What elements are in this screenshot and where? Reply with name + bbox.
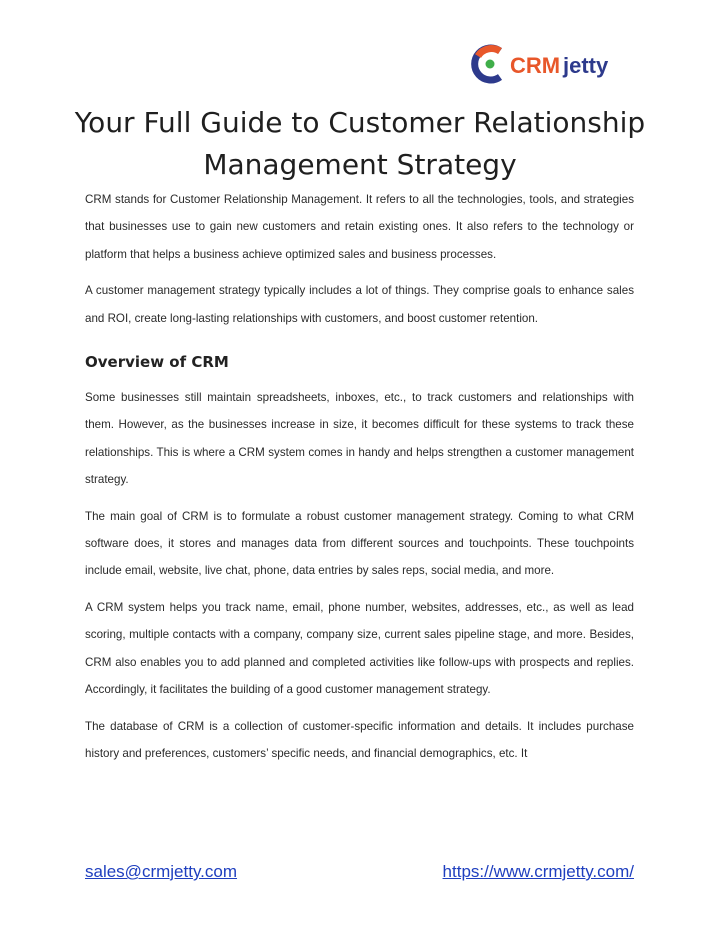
page-footer (85, 862, 634, 882)
logo-text-main: CRM (510, 53, 561, 78)
document-body (85, 186, 634, 776)
brand-logo (466, 42, 616, 86)
footer-website-link[interactable]: https://www.crmjetty.com/ (442, 862, 634, 881)
page-title: Your Full Guide to Customer Relationship Management Strategy (74, 106, 646, 181)
crm-jetty-logo-icon (466, 42, 616, 86)
overview-paragraph-1: Some businesses still maintain spreadsheets, inboxes, etc., to track customers and relationships with them. However, as the businesses increase in size, it becomes difficult for these systems to track these relationships. This is where a CRM system comes in handy and helps strengthen a customer management strategy. (85, 391, 634, 487)
overview-paragraph-2: The main goal of CRM is to formulate a robust customer management strategy. Coming to what CRM software does, it stores and manages data from different sources and touchpoints. These touchpoints include email, website, live chat, phone, data entries by sales reps, social media, and more. (85, 509, 634, 578)
intro-paragraph-2: A customer management strategy typically includes a lot of things. They comprise goals to enhance sales and ROI, create long-lasting relationships with customers, and boost customer retention. (85, 284, 634, 325)
overview-paragraph-3: A CRM system helps you track name, email, phone number, websites, addresses, etc., as well as lead scoring, multiple contacts with a company, company size, current sales pipeline stage, and more. Besides, CRM also enables you to add planned and completed activities like follow-ups with prospects and replies. Accordingly, it facilitates the building of a good customer management strategy. (85, 600, 634, 697)
overview-paragraph-4: The database of CRM is a collection of customer-specific information and details. It includes purchase history and preferences, customers’ specific needs, and financial demographics, etc. It (85, 719, 634, 760)
intro-paragraph-1: CRM stands for Customer Relationship Management. It refers to all the technologies, tools, and strategies that businesses use to gain new customers and retain existing ones. It also refers to the technology or platform that helps a business achieve optimized sales and business processes. (85, 193, 634, 261)
logo-text-accent: jetty (563, 53, 609, 78)
footer-email-link[interactable]: sales@crmjetty.com (85, 862, 238, 881)
section-heading-overview: Overview of CRM (85, 353, 229, 372)
